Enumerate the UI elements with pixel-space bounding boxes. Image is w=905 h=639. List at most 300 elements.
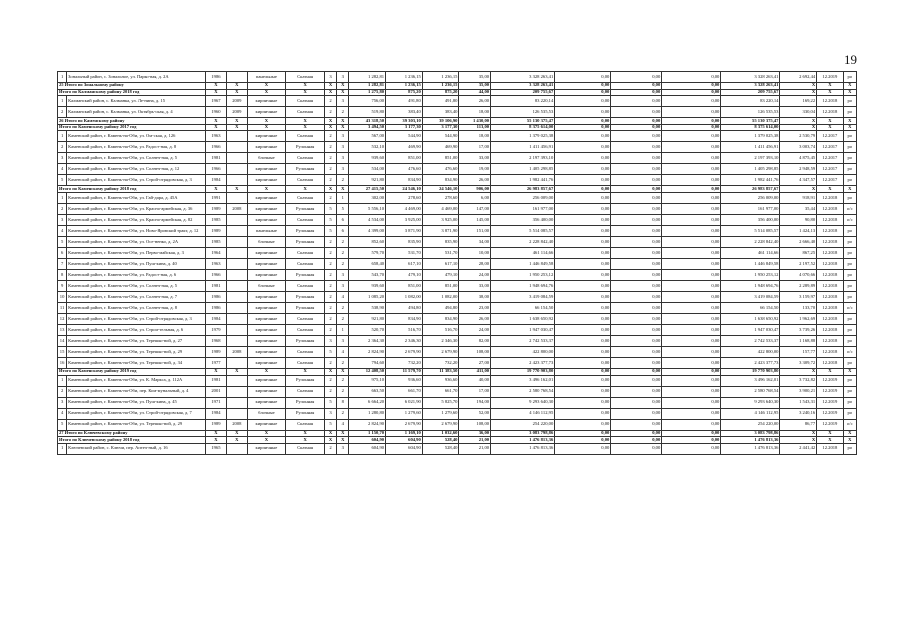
cell-roof: Рулонная (286, 335, 325, 346)
table-row (58, 386, 857, 397)
cell-res: 147,00 (459, 203, 491, 214)
cell-ent: 3 (337, 443, 349, 454)
cell-mat: кирпичные (247, 247, 286, 258)
cell-a1: 520,70 (349, 324, 386, 335)
table-row (58, 142, 857, 153)
cell-a1: 532,10 (349, 142, 386, 153)
cell-c3: 0,00 (611, 83, 662, 90)
cell-y1: 1966 (205, 164, 226, 175)
cell-c7: X (817, 368, 843, 375)
cell-c4: 0,00 (662, 118, 721, 125)
cell-a2: 2 346,30 (386, 335, 423, 346)
cell-c1: 1 476 813,36 (491, 437, 555, 444)
cell-c2: 0,00 (555, 203, 611, 214)
table-row (58, 131, 857, 142)
cell-ent: X (337, 186, 349, 193)
cell-ent: 1 (337, 324, 349, 335)
cell-c3: 0,00 (611, 397, 662, 408)
cell-c1: 83 220,14 (491, 96, 555, 107)
cell-c5: 55 130 375,47 (721, 118, 780, 125)
cell-res: 17,00 (459, 142, 491, 153)
cell-mat: кирпичные (247, 386, 286, 397)
cell-c7: 12.2018 (817, 214, 843, 225)
cell-c7: 12.2018 (817, 302, 843, 313)
cell-c6: 35,44 (780, 203, 817, 214)
cell-a1: 27 415,50 (349, 186, 386, 193)
cell-c8: ро (843, 335, 856, 346)
cell-c4: 0,00 (662, 247, 721, 258)
cell-c7: 12.2018 (817, 258, 843, 269)
cell-c4: 0,00 (662, 131, 721, 142)
address-cell: Калманский район, с. Калманка, ул. Октябрь-ская, д. 4 (67, 107, 206, 118)
table-row (58, 236, 857, 247)
cell-ent: 8 (337, 397, 349, 408)
row-number-cell: 6 (58, 247, 67, 258)
cell-a3: 528,40 (422, 443, 459, 454)
cell-c8: ро (843, 357, 856, 368)
cell-fl: X (324, 186, 336, 193)
cell-y1: 1977 (205, 357, 226, 368)
cell-a1: 2 824,90 (349, 346, 386, 357)
cell-c4: 0,00 (662, 153, 721, 164)
cell-ent: 5 (337, 203, 349, 214)
cell-c3: 0,00 (611, 291, 662, 302)
address-cell: Ключевский район, с. Ключи, пер. Аптеч-ный, д. 16 (67, 443, 206, 454)
cell-fl: 2 (324, 313, 336, 324)
cell-c5: 5 514 085,57 (721, 225, 780, 236)
cell-c3: 0,00 (611, 225, 662, 236)
cell-c6: 2 666,40 (780, 236, 817, 247)
cell-c6: 3 309,72 (780, 357, 817, 368)
cell-c8: ро (843, 443, 856, 454)
cell-ent: 4 (337, 291, 349, 302)
cell-a1: 1 275,80 (349, 89, 386, 96)
cell-c2: 0,00 (555, 175, 611, 186)
cell-fl: X (324, 368, 336, 375)
cell-fl: X (324, 83, 336, 90)
cell-c6: X (780, 186, 817, 193)
cell-roof: Рулонная (286, 142, 325, 153)
row-number-cell: 1 (58, 131, 67, 142)
cell-c1: 19 770 903,80 (491, 368, 555, 375)
cell-mat: X (247, 368, 286, 375)
cell-a2: 2 679,90 (386, 346, 423, 357)
cell-roof: Рулонная (286, 397, 325, 408)
cell-c3: 0,00 (611, 368, 662, 375)
cell-ent: 2 (337, 357, 349, 368)
cell-fl: 2 (324, 175, 336, 186)
cell-c8: X (843, 368, 856, 375)
cell-a2: 383,40 (386, 107, 423, 118)
cell-c4: 0,00 (662, 335, 721, 346)
cell-res: 24,00 (459, 324, 491, 335)
total-label-cell: Итого по Калманскому району 2018 год (58, 89, 206, 96)
cell-res: 26,00 (459, 313, 491, 324)
cell-c6: 2 197,52 (780, 258, 817, 269)
cell-a2: 491,80 (386, 96, 423, 107)
cell-res: 26,00 (459, 96, 491, 107)
cell-a3: 1 236,15 (422, 83, 459, 90)
cell-c7: 12.2018 (817, 280, 843, 291)
row-number-cell: 15 (58, 346, 67, 357)
cell-c2: 0,00 (555, 131, 611, 142)
cell-c2: 0,00 (555, 357, 611, 368)
cell-res: 26,00 (459, 175, 491, 186)
cell-c4: 0,00 (662, 269, 721, 280)
cell-a1: 921,80 (349, 175, 386, 186)
cell-ent: 1 (337, 192, 349, 203)
cell-c4: 0,00 (662, 203, 721, 214)
total-label-cell: Итого по Каменскому району 2018 год (58, 186, 206, 193)
table-row (58, 269, 857, 280)
cell-c7: X (817, 186, 843, 193)
total-label-cell: 25 Итого по Зональному району (58, 83, 206, 90)
cell-y2 (227, 247, 247, 258)
cell-c5: 422 800,00 (721, 346, 780, 357)
row-number-cell: 3 (58, 153, 67, 164)
cell-c6: 3 159,97 (780, 291, 817, 302)
cell-c8: ро (843, 247, 856, 258)
cell-a1: 663,50 (349, 386, 386, 397)
cell-a3: 469,90 (422, 142, 459, 153)
cell-c5: 1 638 650,92 (721, 313, 780, 324)
cell-c1: 26 983 857,67 (491, 186, 555, 193)
cell-c6: 330,04 (780, 107, 817, 118)
table-row (58, 225, 857, 236)
cell-c3: 0,00 (611, 72, 662, 83)
cell-res: 52,00 (459, 408, 491, 419)
row-number-cell: 10 (58, 291, 67, 302)
cell-a3: 1 279,60 (422, 408, 459, 419)
cell-c6: 4 875,45 (780, 153, 817, 164)
cell-y2: 2008 (227, 346, 247, 357)
cell-c8: X (843, 437, 856, 444)
cell-c5: 9 293 640,30 (721, 397, 780, 408)
cell-c7: 12.2019 (817, 375, 843, 386)
table-row (58, 324, 857, 335)
cell-y2: X (227, 118, 247, 125)
address-cell: Каменский район, г. Камень-на-Оби, ул. Радост-ная, д. 6 (67, 269, 206, 280)
table-row (58, 107, 857, 118)
cell-c7: 12.2018 (817, 313, 843, 324)
cell-c5: 8 375 614,00 (721, 124, 780, 131)
cell-c2: 0,00 (555, 258, 611, 269)
cell-a3: 732,20 (422, 357, 459, 368)
cell-res: 108,00 (459, 419, 491, 430)
cell-c5: 2 423 377,73 (721, 357, 780, 368)
cell-ent: 3 (337, 280, 349, 291)
cell-c1: 55 130 375,47 (491, 118, 555, 125)
cell-c8: ро (843, 258, 856, 269)
cell-a2: 1 082,00 (386, 291, 423, 302)
cell-roof: Скатная (286, 153, 325, 164)
table-row (58, 203, 857, 214)
cell-y2: X (227, 124, 247, 131)
cell-c3: 0,00 (611, 280, 662, 291)
cell-y1: 1989 (205, 225, 226, 236)
cell-c6: 2 289,89 (780, 280, 817, 291)
cell-y2 (227, 269, 247, 280)
cell-c1: 3 083 798,86 (491, 430, 555, 437)
cell-a1: 567,00 (349, 131, 386, 142)
total-row (58, 118, 857, 125)
cell-c3: 0,00 (611, 408, 662, 419)
cell-a3: 3 925,00 (422, 214, 459, 225)
cell-c7: 12.2017 (817, 131, 843, 142)
cell-c4: 0,00 (662, 368, 721, 375)
address-cell: Каменский район, г. Камень-на-Оби, ул. Строи-тельная, д. 6 (67, 324, 206, 335)
cell-roof: Скатная (286, 175, 325, 186)
cell-a2: 851,00 (386, 280, 423, 291)
cell-c5: 1 950 253,12 (721, 269, 780, 280)
cell-roof: Рулонная (286, 269, 325, 280)
cell-res: 28,00 (459, 258, 491, 269)
cell-y2 (227, 335, 247, 346)
cell-a1: 4 399,00 (349, 225, 386, 236)
cell-c2: 0,00 (555, 214, 611, 225)
housing-register-table (57, 71, 857, 455)
cell-c1: 8 375 614,00 (491, 124, 555, 131)
cell-res: 33,00 (459, 280, 491, 291)
cell-y1: 1985 (205, 236, 226, 247)
cell-roof: Скатная (286, 443, 325, 454)
table-row (58, 357, 857, 368)
cell-c1: 356 400,00 (491, 214, 555, 225)
cell-c7: 12.2018 (817, 203, 843, 214)
cell-fl: 2 (324, 375, 336, 386)
cell-mat: X (247, 437, 286, 444)
total-label-cell: 27 Итого по Ключевскому району (58, 430, 206, 437)
cell-c1: 3 419 084,59 (491, 291, 555, 302)
cell-c1: 2 580 768,54 (491, 386, 555, 397)
cell-mat: X (247, 118, 286, 125)
cell-a1: 2 824,90 (349, 419, 386, 430)
cell-c1: 1 638 650,92 (491, 313, 555, 324)
cell-c5: 2 580 768,54 (721, 386, 780, 397)
cell-c5: 1 947 030,47 (721, 324, 780, 335)
cell-c7: 12.2019 (817, 419, 843, 430)
cell-c7: 12.2017 (817, 175, 843, 186)
cell-c3: 0,00 (611, 192, 662, 203)
cell-c1: 256 009,00 (491, 192, 555, 203)
cell-c6: 867,25 (780, 247, 817, 258)
cell-a3: 3 177,30 (422, 124, 459, 131)
cell-a2: 469,90 (386, 142, 423, 153)
cell-c2: 0,00 (555, 186, 611, 193)
cell-c2: 0,00 (555, 192, 611, 203)
cell-ent: 2 (337, 247, 349, 258)
cell-y2 (227, 386, 247, 397)
address-cell: Каменский район, г. Камень-на-Оби, ул. Терешко-вой, д. 29 (67, 346, 206, 357)
cell-c5: 19 770 903,80 (721, 368, 780, 375)
cell-y2 (227, 291, 247, 302)
cell-y2: 2008 (227, 419, 247, 430)
cell-a2: 6 021,90 (386, 397, 423, 408)
cell-c3: 0,00 (611, 214, 662, 225)
cell-a3: 4 469,00 (422, 203, 459, 214)
cell-c6: 2 692,44 (780, 72, 817, 83)
total-row (58, 437, 857, 444)
cell-c1: 1 950 253,12 (491, 269, 555, 280)
cell-c2: 0,00 (555, 313, 611, 324)
cell-y2 (227, 225, 247, 236)
cell-res: 194,00 (459, 397, 491, 408)
address-cell: Каменский район, г. Камень-на-Оби, ул. Солнеч-ная, д. 5 (67, 153, 206, 164)
total-row (58, 368, 857, 375)
cell-c6: 1 168,88 (780, 335, 817, 346)
total-row (58, 89, 857, 96)
cell-c6: 2 530,79 (780, 131, 817, 142)
cell-fl: 2 (324, 291, 336, 302)
cell-res: 34,00 (459, 236, 491, 247)
cell-c1: 2 197 393,10 (491, 153, 555, 164)
cell-c2: 0,00 (555, 124, 611, 131)
cell-c7: 12.2017 (817, 164, 843, 175)
cell-a2: 661,70 (386, 386, 423, 397)
cell-c4: 0,00 (662, 419, 721, 430)
cell-y2 (227, 408, 247, 419)
cell-c4: 0,00 (662, 397, 721, 408)
cell-c6: 1 424,13 (780, 225, 817, 236)
cell-a3: 661,70 (422, 386, 459, 397)
cell-a3: 875,20 (422, 89, 459, 96)
cell-y1: 1979 (205, 324, 226, 335)
cell-c6: 918,91 (780, 192, 817, 203)
row-number-cell: 2 (58, 386, 67, 397)
cell-a3: 617,10 (422, 258, 459, 269)
cell-res: 19,00 (459, 164, 491, 175)
cell-ent: X (337, 83, 349, 90)
cell-y1: 1963 (205, 258, 226, 269)
row-number-cell: 7 (58, 258, 67, 269)
cell-ent: 2 (337, 258, 349, 269)
cell-y2 (227, 164, 247, 175)
cell-c2: 0,00 (555, 386, 611, 397)
cell-c7: 12.2018 (817, 335, 843, 346)
cell-roof: Рулонная (286, 408, 325, 419)
cell-res: 21,00 (459, 443, 491, 454)
cell-c1: 2 423 377,73 (491, 357, 555, 368)
cell-y2 (227, 324, 247, 335)
cell-mat: кирпичные (247, 375, 286, 386)
cell-c4: 0,00 (662, 164, 721, 175)
cell-c3: 0,00 (611, 96, 662, 107)
cell-a1: 1 150,70 (349, 430, 386, 437)
cell-c4: 0,00 (662, 124, 721, 131)
cell-a2: 875,20 (386, 89, 423, 96)
cell-y1: 1989 (205, 419, 226, 430)
cell-c4: 0,00 (662, 107, 721, 118)
row-number-cell: 16 (58, 357, 67, 368)
cell-a2: 835,90 (386, 236, 423, 247)
cell-c1: 1 982 441,76 (491, 175, 555, 186)
cell-mat: кирпичные (247, 164, 286, 175)
cell-mat: панельные (247, 72, 286, 83)
cell-c5: 356 400,00 (721, 214, 780, 225)
cell-c5: 2 742 533,37 (721, 335, 780, 346)
cell-y2: 2009 (227, 96, 247, 107)
cell-fl: X (324, 430, 336, 437)
cell-ent: 3 (337, 335, 349, 346)
cell-a1: 534,00 (349, 164, 386, 175)
cell-c4: 0,00 (662, 89, 721, 96)
table-row (58, 375, 857, 386)
cell-c6: X (780, 89, 817, 96)
cell-c4: 0,00 (662, 430, 721, 437)
table-row (58, 72, 857, 83)
cell-a3: 479,10 (422, 269, 459, 280)
cell-c7: 12.2018 (817, 324, 843, 335)
cell-a3: 1 236,15 (422, 72, 459, 83)
cell-c8: о/с (843, 302, 856, 313)
cell-y1: 1986 (205, 291, 226, 302)
cell-a3: 494,80 (422, 302, 459, 313)
cell-c4: 0,00 (662, 214, 721, 225)
cell-c3: 0,00 (611, 437, 662, 444)
cell-mat: кирпичные (247, 175, 286, 186)
address-cell: Каменский район, г. Камень-на-Оби, ул. Строй-отрядовская, д. 7 (67, 408, 206, 419)
cell-a2: 1 236,15 (386, 83, 423, 90)
cell-y1: X (205, 437, 226, 444)
cell-a2: 3 871,90 (386, 225, 423, 236)
cell-c2: 0,00 (555, 368, 611, 375)
cell-c3: 0,00 (611, 153, 662, 164)
cell-a3: 936,60 (422, 375, 459, 386)
cell-c7: 12.2017 (817, 153, 843, 164)
cell-res: 411,00 (459, 368, 491, 375)
cell-a2: 1 236,15 (386, 72, 423, 83)
cell-c2: 0,00 (555, 302, 611, 313)
cell-roof: X (286, 430, 325, 437)
cell-c2: 0,00 (555, 153, 611, 164)
cell-c6: 3 240,16 (780, 408, 817, 419)
row-number-cell: 13 (58, 324, 67, 335)
cell-c8: ро (843, 175, 856, 186)
cell-ent: 3 (337, 153, 349, 164)
cell-fl: 2 (324, 96, 336, 107)
address-cell: Каменский район, г. Камень-на-Оби, ул. К. Маркса, д. 112А (67, 375, 206, 386)
cell-c2: 0,00 (555, 408, 611, 419)
cell-a2: 531,70 (386, 247, 423, 258)
cell-ent: X (337, 89, 349, 96)
cell-c5: 1 476 813,36 (721, 437, 780, 444)
cell-mat: кирпичные (247, 269, 286, 280)
cell-c5: 209 755,67 (721, 89, 780, 96)
cell-c8: ро (843, 280, 856, 291)
table-row (58, 164, 857, 175)
cell-c7: X (817, 118, 843, 125)
total-label-cell: Итого по Ключевскому району 2018 год (58, 437, 206, 444)
cell-a1: 43 318,50 (349, 118, 386, 125)
cell-y1: 1984 (205, 408, 226, 419)
cell-fl: 2 (324, 192, 336, 203)
cell-c2: 0,00 (555, 247, 611, 258)
cell-c6: 86,77 (780, 419, 817, 430)
cell-c7: 12.2017 (817, 142, 843, 153)
cell-c5: 1 379 025,38 (721, 131, 780, 142)
cell-y1: 1985 (205, 214, 226, 225)
cell-a2: 24 546,10 (386, 186, 423, 193)
address-cell: Каменский район, г. Камень-на-Оби, ул. Солнеч-ная, д. 7 (67, 291, 206, 302)
cell-a2: 617,10 (386, 258, 423, 269)
cell-c2: 0,00 (555, 225, 611, 236)
cell-mat: кирпичные (247, 258, 286, 269)
cell-a1: 1 280,80 (349, 408, 386, 419)
cell-c2: 0,00 (555, 96, 611, 107)
row-number-cell: 2 (58, 203, 67, 214)
cell-a2: 278,60 (386, 192, 423, 203)
cell-roof: X (286, 89, 325, 96)
